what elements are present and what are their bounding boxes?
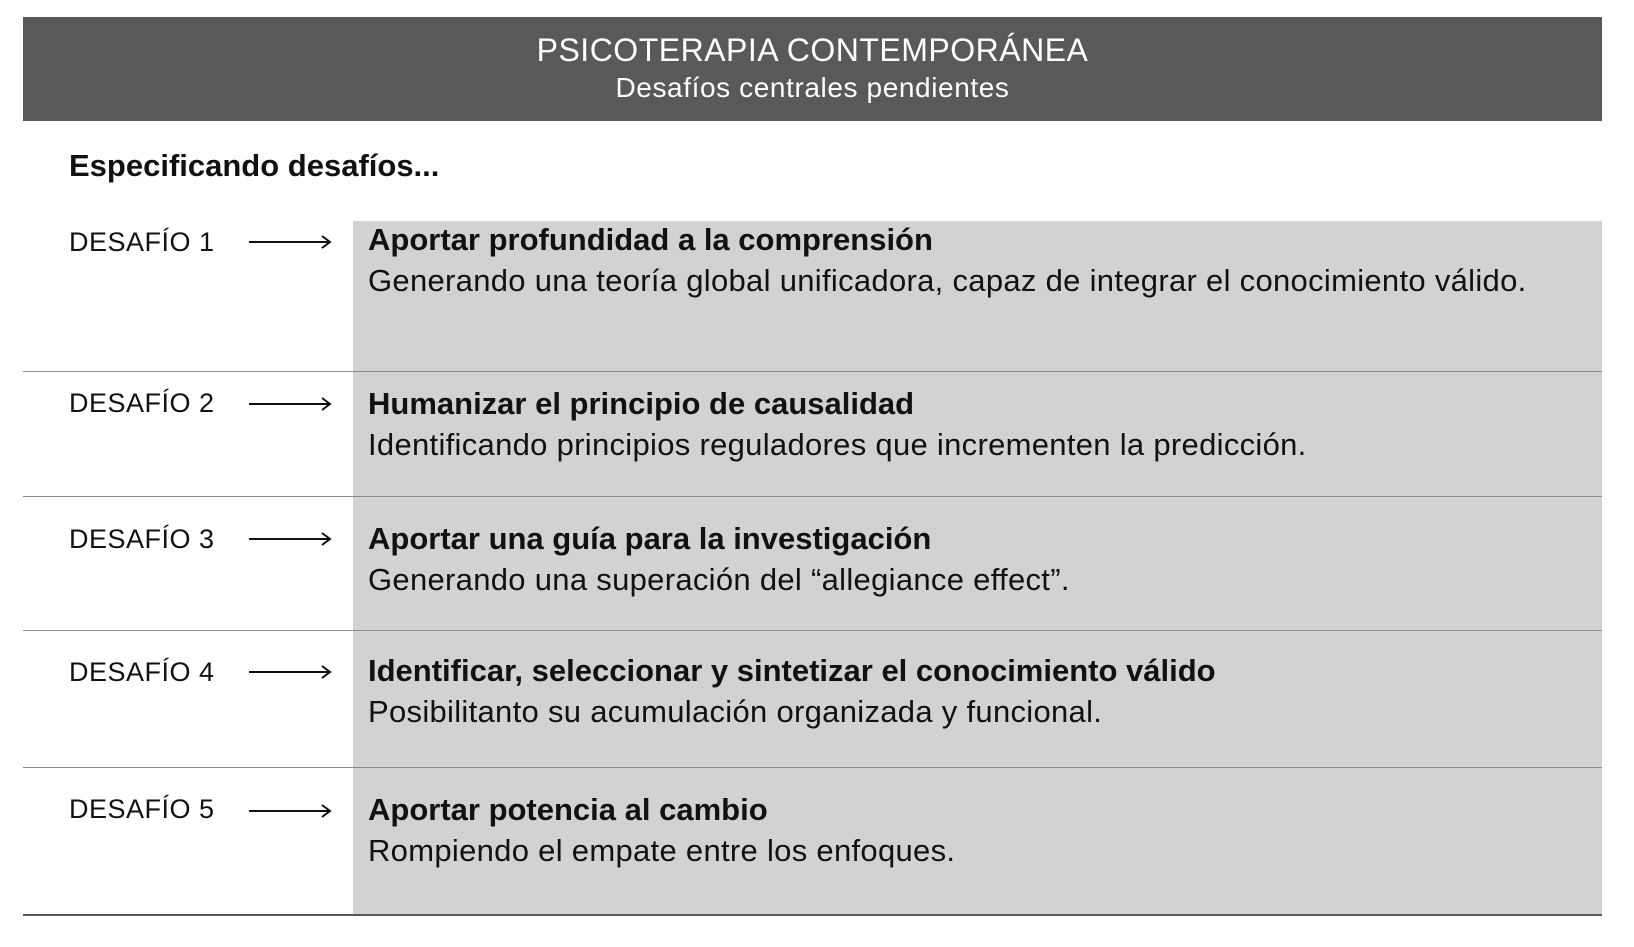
challenge-content (368, 384, 1582, 466)
challenge-title: Humanizar el principio de causalidad (368, 386, 915, 421)
challenge-row-1 (23, 221, 1602, 372)
challenge-content (368, 519, 1582, 601)
challenge-content (368, 220, 1582, 302)
challenge-description: Generando una teoría global unificadora, capaz de integrar el conocimiento válido. (368, 263, 1527, 298)
challenge-list (23, 221, 1602, 916)
challenge-row-5 (23, 768, 1602, 916)
challenge-description: Posibilitanto su acumulación organizada y funcional. (368, 694, 1103, 729)
challenge-label: DESAFÍO 4 (69, 657, 215, 687)
arrow-right-icon (249, 664, 333, 680)
page-subtitle: Desafíos centrales pendientes (615, 72, 1010, 103)
challenge-description: Identificando principios reguladores que incrementen la predicción. (368, 427, 1307, 462)
arrow-right-icon (249, 396, 333, 412)
challenge-title: Aportar una guía para la investigación (368, 521, 932, 556)
challenge-content (368, 790, 1582, 872)
section-heading: Especificando desafíos... (69, 148, 440, 183)
challenge-content (368, 651, 1582, 733)
challenge-label: DESAFÍO 1 (69, 227, 215, 257)
challenge-label: DESAFÍO 5 (69, 794, 215, 824)
challenge-row-4 (23, 631, 1602, 768)
challenge-row-3 (23, 497, 1602, 631)
header-banner (23, 17, 1602, 121)
row-divider (23, 914, 1602, 916)
arrow-right-icon (249, 803, 333, 819)
challenge-description: Generando una superación del “allegiance effect”. (368, 562, 1070, 597)
page-title: PSICOTERAPIA CONTEMPORÁNEA (536, 32, 1089, 68)
arrow-right-icon (249, 531, 333, 547)
challenge-label: DESAFÍO 3 (69, 524, 215, 554)
challenge-title: Aportar profundidad a la comprensión (368, 222, 933, 257)
challenge-title: Identificar, seleccionar y sintetizar el conocimiento válido (368, 653, 1216, 688)
challenge-title: Aportar potencia al cambio (368, 792, 768, 827)
arrow-right-icon (249, 234, 333, 250)
challenge-row-2 (23, 372, 1602, 497)
challenge-label: DESAFÍO 2 (69, 388, 215, 418)
challenge-description: Rompiendo el empate entre los enfoques. (368, 833, 956, 868)
